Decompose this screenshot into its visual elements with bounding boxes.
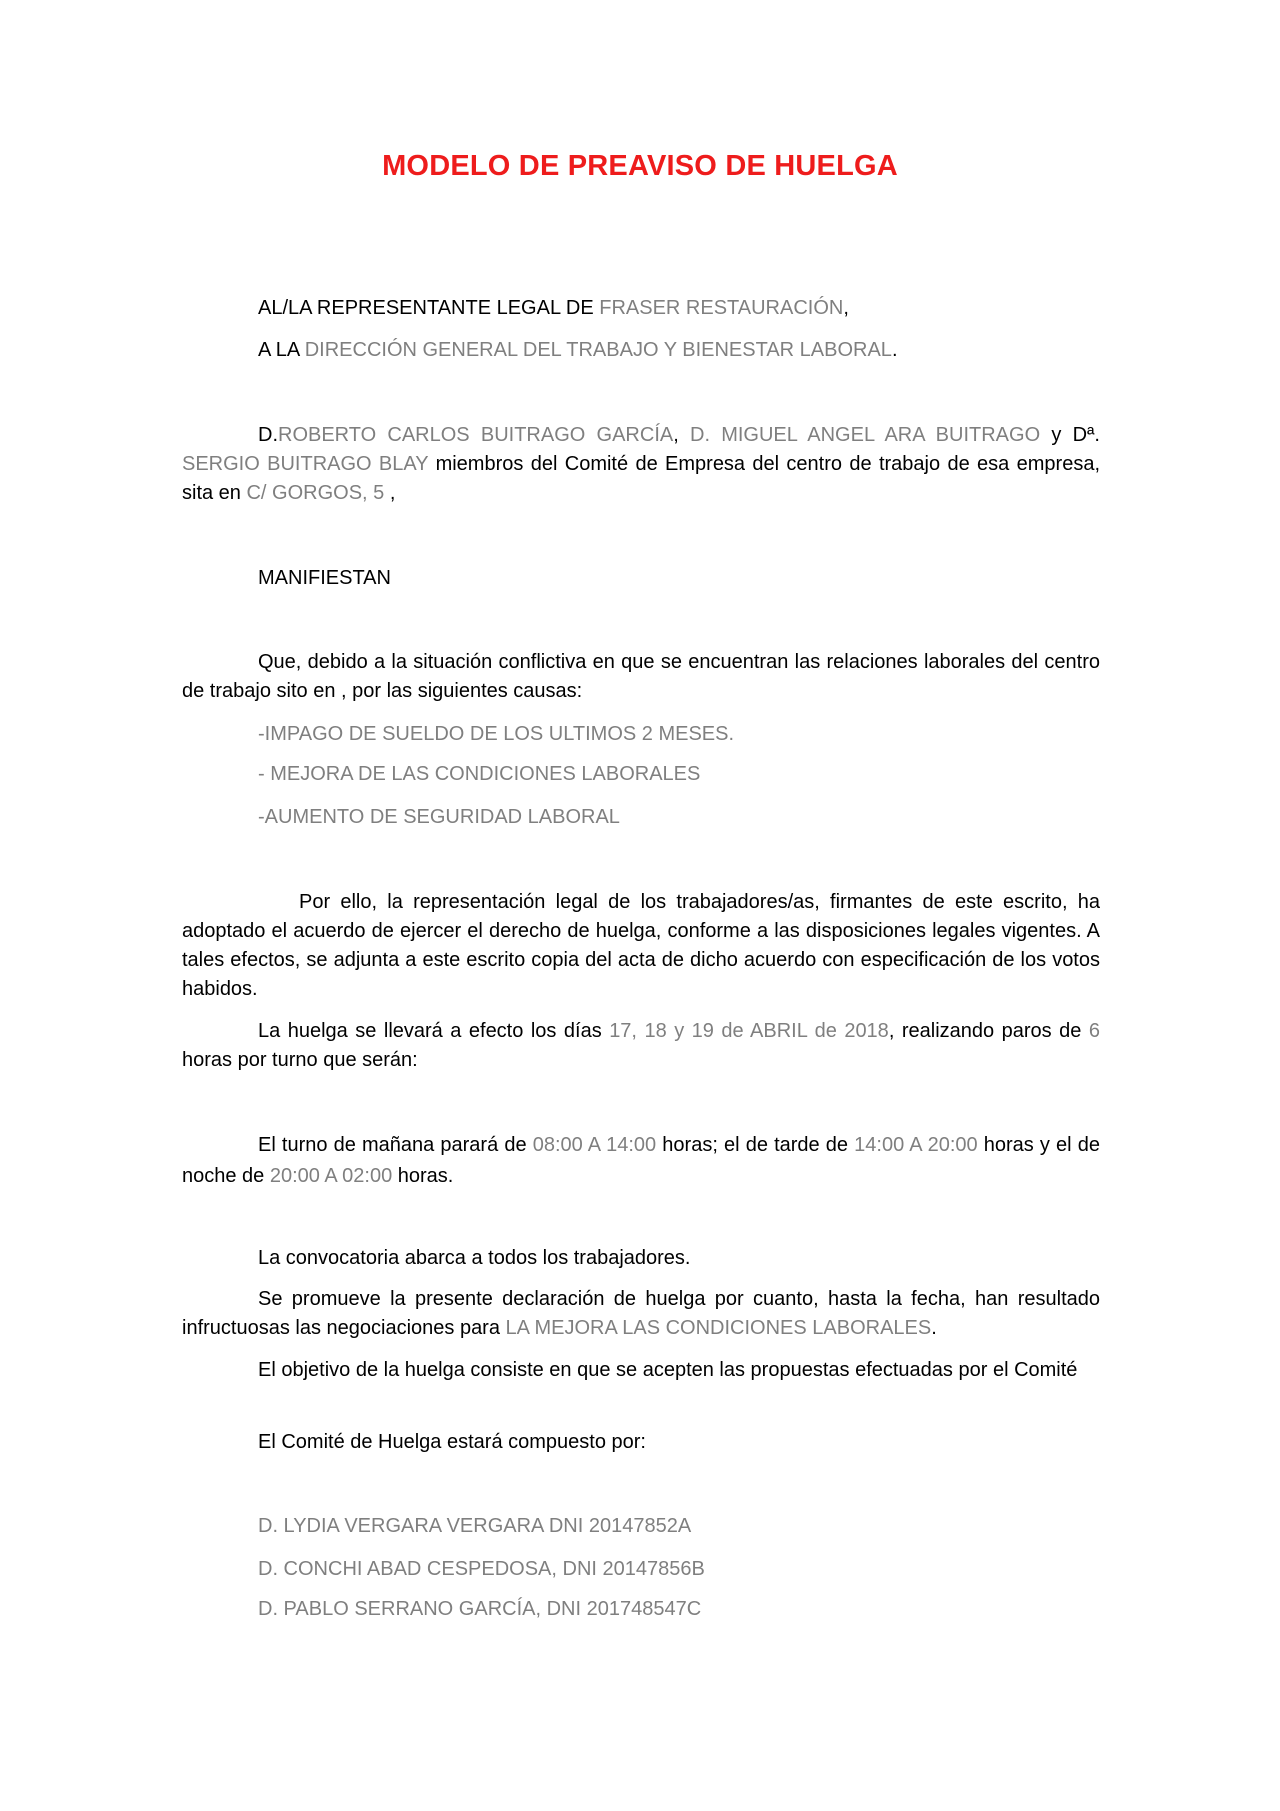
- negotiation-text-1: Se promueve la presente declaración de huelga por cuanto, hasta la fecha, han resultado infructuosas las negociaciones para: [182, 1288, 1100, 1339]
- member-name-1: ROBERTO CARLOS BUITRAGO GARCÍA: [278, 424, 674, 446]
- members-paragraph: [182, 421, 1100, 508]
- strike-dates: 17, 18 y 19 de ABRIL de 2018: [609, 1020, 889, 1042]
- addressee-suffix: ,: [843, 297, 849, 319]
- strike-dates-paragraph: [182, 1017, 1100, 1075]
- committee-member: D. PABLO SERRANO GARCÍA, DNI 201748547C: [258, 1598, 702, 1620]
- objective-paragraph: El objetivo de la huelga consiste en que se acepten las propuestas efectuadas por el Comité: [258, 1359, 1078, 1381]
- members-text-2: ,: [673, 424, 690, 446]
- negotiation-text-2: .: [931, 1317, 937, 1339]
- scope-paragraph: La convocatoria abarca a todos los trabajadores.: [258, 1247, 691, 1269]
- shifts-text-1: El turno de mañana parará de: [258, 1134, 533, 1156]
- afternoon-shift-hours: 14:00 A 20:00: [854, 1134, 978, 1156]
- agreement-paragraph: Por ello, la representación legal de los trabajadores/as, firmantes de este escrito, ha adoptado el acuerdo de ejercer el derecho de huelga, conforme a las disposiciones legales vigentes. A tales efectos, se adjunta a este escrito copia del acta de dicho acuerdo con especificación de los votos habidos.: [182, 891, 1100, 1000]
- committee-member: D. CONCHI ABAD CESPEDOSA, DNI 20147856B: [258, 1558, 705, 1580]
- members-text-5: ,: [384, 482, 396, 504]
- morning-shift-hours: 08:00 A 14:00: [532, 1134, 657, 1156]
- committee-intro: El Comité de Huelga estará compuesto por:: [258, 1431, 646, 1453]
- member-name-2: D. MIGUEL ANGEL ARA BUITRAGO: [690, 424, 1041, 446]
- authority-prefix: A LA: [258, 339, 305, 361]
- cause-item: -IMPAGO DE SUELDO DE LOS ULTIMOS 2 MESES.: [258, 723, 735, 745]
- members-text-4: miembros del Comité de Empresa del centro de trabajo de esa empresa, sita en: [182, 453, 1100, 504]
- authority-name: DIRECCIÓN GENERAL DEL TRABAJO Y BIENESTAR LABORAL: [304, 339, 892, 361]
- members-text-1: D.: [258, 424, 278, 446]
- dates-text-2: , realizando paros de: [888, 1020, 1089, 1042]
- dates-text-3: horas por turno que serán:: [182, 1049, 418, 1071]
- negotiation-paragraph: [182, 1285, 1100, 1343]
- cause-item: - MEJORA DE LAS CONDICIONES LABORALES: [258, 763, 701, 785]
- cause-item: -AUMENTO DE SEGURIDAD LABORAL: [258, 806, 620, 828]
- causes-intro-paragraph: Que, debido a la situación conflictiva en que se encuentran las relaciones laborales del centro de trabajo sito en , por las siguientes causas:: [182, 651, 1100, 702]
- shifts-paragraph: [182, 1130, 1100, 1192]
- document-title: MODELO DE PREAVISO DE HUELGA: [382, 150, 898, 182]
- member-name-3: SERGIO BUITRAGO BLAY: [182, 453, 429, 475]
- authority-suffix: .: [891, 339, 898, 361]
- negotiation-topic: LA MEJORA LAS CONDICIONES LABORALES: [505, 1317, 932, 1339]
- strike-hours: 6: [1088, 1020, 1100, 1042]
- night-shift-hours: 20:00 A 02:00: [269, 1165, 393, 1187]
- addressee-company-line: [258, 294, 849, 323]
- workplace-address: C/ GORGOS, 5: [246, 482, 385, 504]
- members-text-3: y Dª.: [1040, 424, 1100, 446]
- addressee-prefix: AL/LA REPRESENTANTE LEGAL DE: [258, 297, 600, 319]
- shifts-text-2: horas; el de tarde de: [656, 1134, 855, 1156]
- manifiestan-heading: MANIFIESTAN: [258, 567, 391, 589]
- company-name: FRASER RESTAURACIÓN: [599, 297, 844, 319]
- shifts-text-4: horas.: [392, 1165, 454, 1187]
- shifts-text-3: horas y el de noche de: [182, 1134, 1100, 1187]
- addressee-authority-line: [258, 336, 898, 365]
- committee-member: D. LYDIA VERGARA VERGARA DNI 20147852A: [258, 1515, 692, 1537]
- dates-text-1: La huelga se llevará a efecto los días: [258, 1020, 610, 1042]
